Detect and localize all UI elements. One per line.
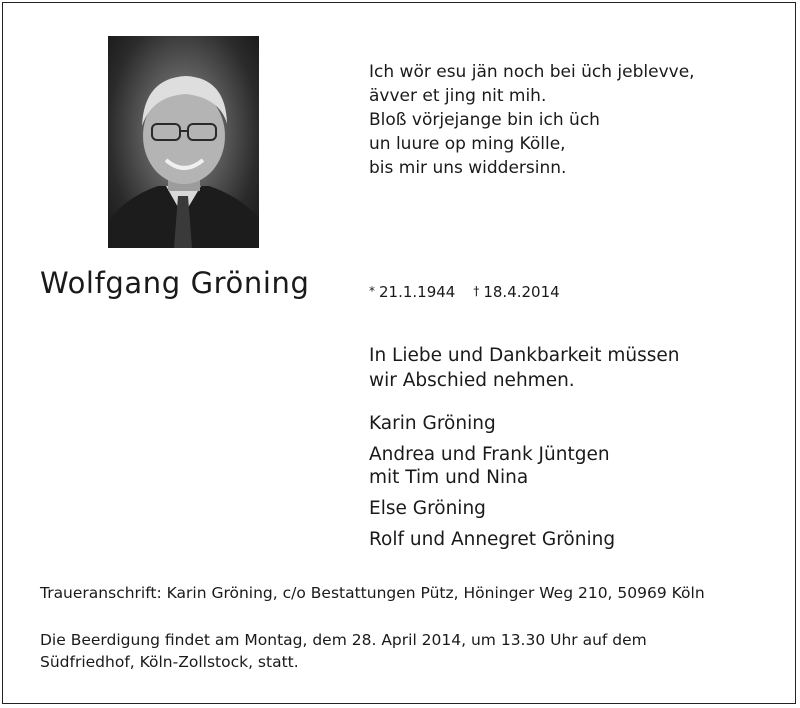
mourner-line: mit Tim und Nina [369,467,529,488]
poem-line: Ich wör esu jän noch bei üch jeblevve, [369,62,695,82]
portrait-image [108,36,259,248]
funeral-info [40,629,647,673]
farewell-line: In Liebe und Dankbarkeit müssen [369,345,680,366]
poem-line: un luure op ming Kölle, [369,134,566,154]
mourners-list [369,412,615,559]
life-dates [369,283,560,301]
mourner-line: Andrea und Frank Jüntgen [369,444,610,465]
birth-date: 21.1.1944 [379,283,456,301]
farewell-text [369,343,680,393]
mourner-entry [369,497,615,520]
mourner-entry [369,443,615,489]
farewell-line: wir Abschied nehmen. [369,370,575,391]
poem [369,60,695,180]
funeral-line: Südfriedhof, Köln-Zollstock, statt. [40,653,299,671]
poem-line: ävver et jing nit mih. [369,86,547,106]
mourner-line: Karin Gröning [369,413,496,434]
mourner-line: Else Gröning [369,498,486,519]
mourner-entry [369,528,615,551]
deceased-name: Wolfgang Gröning [40,266,310,300]
birth-symbol: * [369,284,375,298]
portrait-photo [108,36,259,248]
mourning-address: Traueranschrift: Karin Gröning, c/o Bestattungen Pütz, Höninger Weg 210, 50969 Köln [40,584,705,602]
poem-line: Bloß vörjejange bin ich üch [369,110,600,130]
poem-line: bis mir uns widdersinn. [369,158,567,178]
mourner-entry [369,412,615,435]
death-symbol: † [473,284,480,298]
mourner-line: Rolf und Annegret Gröning [369,529,616,550]
death-date: 18.4.2014 [483,283,560,301]
funeral-line: Die Beerdigung findet am Montag, dem 28. April 2014, um 13.30 Uhr auf dem [40,631,647,649]
